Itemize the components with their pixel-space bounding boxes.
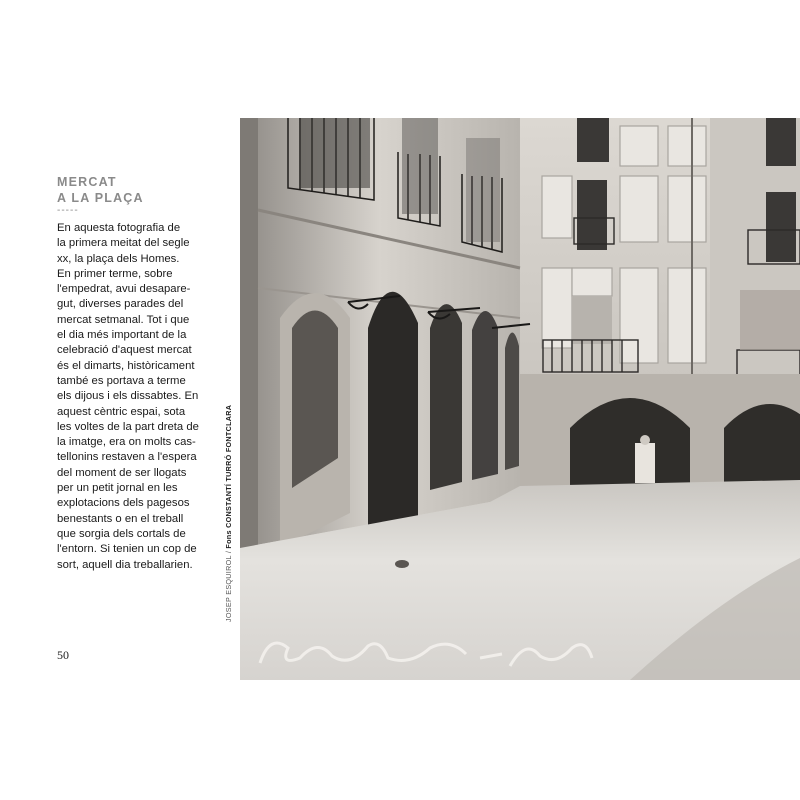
body-line: per un petit jornal en les [57,482,178,495]
title-line: A LA PLAÇA [57,191,144,205]
ground-object [395,560,409,568]
page-number: 50 [57,648,69,662]
historic-photograph [240,118,800,680]
body-line: les voltes de la part dreta de [57,420,199,433]
body-line: l'entorn. Si tenien un cop de [57,543,197,556]
body-line: del moment de ser llogats [57,466,187,479]
body-line: En aquesta fotografia de [57,222,181,234]
article-title [57,174,207,206]
body-line: els dijous i els dissabtes. En [57,390,199,403]
body-line: mercat setmanal. Tot i que [57,313,190,326]
body-line: també es portava a terme [57,374,186,387]
body-line: gut, diverses parades del [57,298,184,311]
credit-author: JOSEP ESQUIROL [224,555,233,622]
article-body [57,221,207,573]
body-line: és el dimarts, històricament [57,359,195,372]
photo-illustration [240,118,800,680]
body-line: xx, la plaça dels Homes. [57,252,180,265]
body-line: En primer terme, sobre [57,267,173,280]
title-line: MERCAT [57,175,117,189]
body-line: sort, aquell dia treballarien. [57,558,193,571]
standing-figure [635,443,655,483]
body-line: aquest cèntric espai, sota [57,405,186,418]
body-line: que sorgia dels cortals de [57,527,186,540]
title-separator: ----- [57,205,79,216]
body-line: el dia més important de la [57,329,187,342]
body-line: l'empedrat, avui desapare- [57,283,191,296]
photo-credit [224,405,233,622]
body-line: la imatge, era on molts cas- [57,436,196,449]
body-line: benestants o en el treball [57,512,184,525]
article-column [57,174,207,573]
credit-separator: / [224,548,233,556]
body-line: la primera meitat del segle [57,237,190,250]
body-line: celebració d'aquest mercat [57,344,192,357]
credit-source: Fons CONSTANTÍ TURRÓ FONTCLARA [224,404,233,549]
body-line: explotacions dels pagesos [57,497,190,510]
body-line: tellonins restaven a l'espera [57,451,197,464]
